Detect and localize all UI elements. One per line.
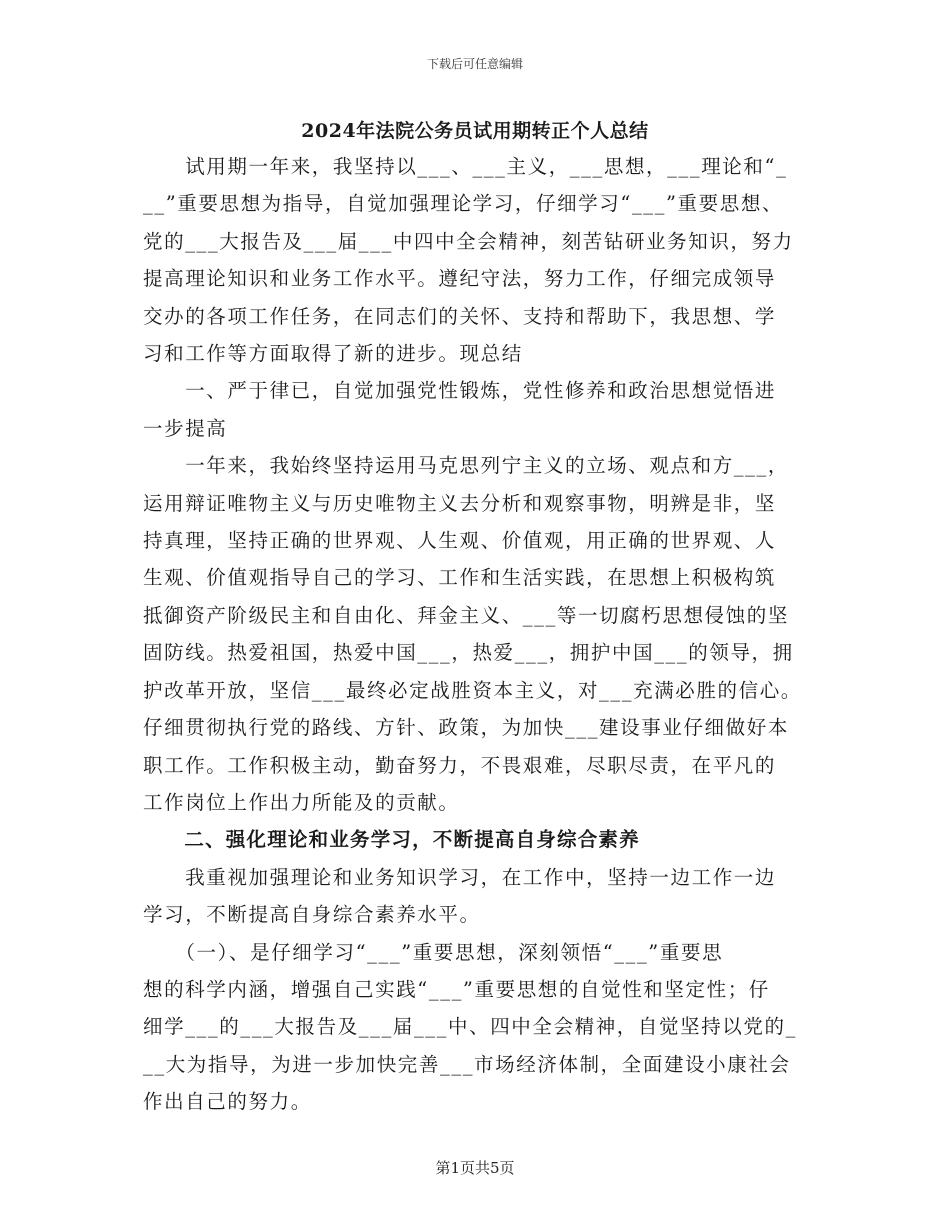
paragraph-subsection-one: （一）、是仔细学习“___”重要思想，深刻领悟“___”重要思 想的科学内涵，增强自己实践“___”重要思想的自觉性和坚定性；仔 细学___的___大报告及___届___中、四中全会精神，自觉坚持以党的_ __大为指导，为进一步加快完善___市场经济体制，全面建设小康社会 作出自己的努力。: [143, 940, 797, 1114]
paragraph-intro: 试用期一年来，我坚持以___、___主义，___思想，___理论和“_ __”重要思想为指导，自觉加强理论学习，仔细学习“___”重要思想、 党的___大报告及___届___中四中全会精神，刻苦钻研业务知识，努力 提高理论知识和业务工作水平。遵纪守法，努力工作，仔细完成领导 交办的各项工作任务，在同志们的关怀、支持和帮助下，我思想、学 习和工作等方面取得了新的进步。现总结: [143, 155, 794, 366]
paragraph-section-two: 我重视加强理论和业务知识学习，在工作中，坚持一边工作一边 学习，不断提高自身综合素养水平。: [143, 865, 777, 927]
section-heading-one: 一、严于律已，自觉加强党性锻炼，党性修养和政治思想觉悟进 一步提高: [143, 379, 777, 440]
paragraph-section-one: 一年来，我始终坚持运用马克思列宁主义的立场、观点和方___， 运用辩证唯物主义与历史唯物主义去分析和观察事物，明辨是非，坚 持真理，坚持正确的世界观、人生观、价值观，用正确的世界观、人 生观、价值观指导自己的学习、工作和生活实践，在思想上积极构筑 抵御资产阶级民主和自由化、拜金主义、___等一切腐朽思想侵蚀的坚 固防线。热爱祖国，热爱中国___，热爱___，拥护中国___的领导，拥 护改革开放，坚信___最终必定战胜资本主义，对___充满必胜的信心。 仔细贯彻执行党的路线、方针、政策，为加快___建设事业仔细做好本 职工作。工作积极主动，勤奋努力，不畏艰难，尽职尽责，在平凡的 工作岗位上作出力所能及的贡献。: [143, 454, 802, 814]
document-body: [143, 148, 823, 1121]
section-heading-two: 二、强化理论和业务学习，不断提高自身综合素养: [143, 828, 640, 852]
page-number-footer: 第1页共5页: [435, 1159, 515, 1177]
header-note: 下载后可任意编辑: [426, 57, 523, 71]
document-title: 2024年法院公务员试用期转正个人总结: [301, 120, 649, 142]
